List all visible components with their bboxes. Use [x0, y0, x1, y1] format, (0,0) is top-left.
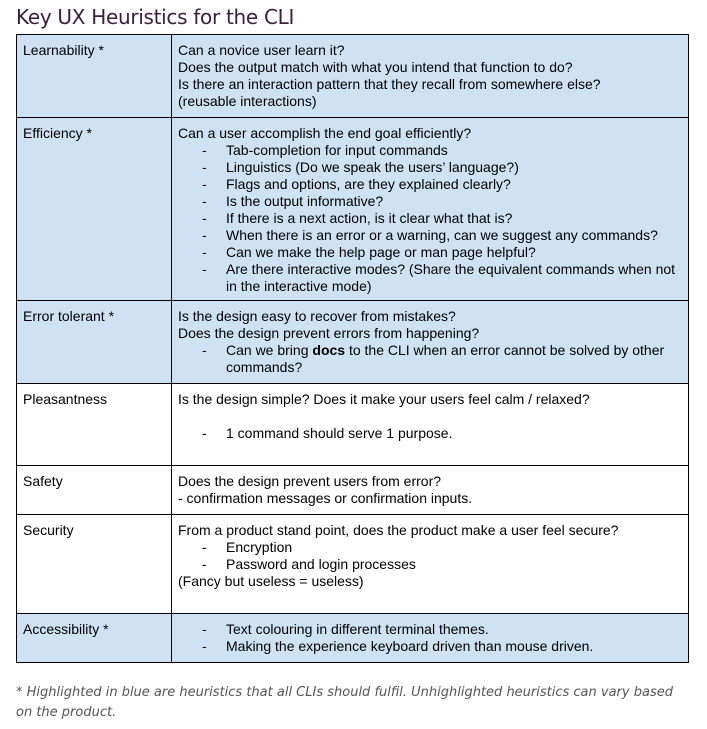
- table-row-accessibility: [17, 614, 689, 663]
- bullet-bold-text: docs: [312, 342, 346, 358]
- heuristic-description: [172, 466, 689, 515]
- heuristic-description: [172, 384, 689, 466]
- description-line: (Fancy but useless = useless): [178, 573, 364, 589]
- list-item: - Password and login processes: [178, 556, 682, 573]
- list-item: - If there is a next action, is it clear what that is?: [178, 210, 682, 227]
- description-line: Does the design prevent users from error?: [178, 473, 442, 489]
- list-item: - Is the output informative?: [178, 193, 682, 210]
- heuristic-name: Accessibility *: [17, 614, 172, 663]
- heuristic-name: Learnability *: [17, 35, 172, 118]
- bullet-list: [178, 621, 682, 655]
- page-title: Key UX Heuristics for the CLI: [16, 5, 295, 29]
- bullet-list: [178, 425, 682, 442]
- bullet-text: to the CLI when an error cannot be solved by other commands?: [226, 342, 665, 375]
- list-item: - Tab-completion for input commands: [178, 142, 682, 159]
- list-item: - Are there interactive modes? (Share the equivalent commands when not in the interactive mode): [178, 261, 682, 295]
- heuristics-table: [16, 34, 689, 663]
- description-line: Is the design simple? Does it make your users feel calm / relaxed?: [178, 391, 590, 407]
- description-line: Can a user accomplish the end goal efficiently?: [178, 125, 472, 141]
- heuristic-name: Pleasantness: [17, 384, 172, 466]
- bullet-list: [178, 342, 682, 376]
- list-item: - When there is an error or a warning, can we suggest any commands?: [178, 227, 682, 244]
- bullet-list: [178, 539, 682, 573]
- list-item: - Can we make the help page or man page helpful?: [178, 244, 682, 261]
- list-item: - Text colouring in different terminal themes.: [178, 621, 682, 638]
- heuristic-description: [172, 614, 689, 663]
- list-item: - Encryption: [178, 539, 682, 556]
- description-line: Is there an interaction pattern that they recall from somewhere else?: [178, 76, 601, 92]
- table-row-error-tolerant: [17, 301, 689, 384]
- description-line: Is the design easy to recover from mistakes?: [178, 308, 456, 324]
- heuristic-description: [172, 301, 689, 384]
- description-line: Can a novice user learn it?: [178, 42, 345, 58]
- list-item: - Making the experience keyboard driven than mouse driven.: [178, 638, 682, 655]
- heuristic-name: Safety: [17, 466, 172, 515]
- heuristic-description: [172, 118, 689, 301]
- description-line: Does the design prevent errors from happening?: [178, 325, 480, 341]
- description-line: From a product stand point, does the product make a user feel secure?: [178, 522, 619, 538]
- table-row-security: [17, 515, 689, 614]
- bullet-text: Can we bring: [226, 342, 313, 358]
- footnote: * Highlighted in blue are heuristics that all CLIs should fulfil. Unhighlighted heuristics can vary based on the product.: [16, 685, 673, 720]
- list-item: [178, 342, 682, 376]
- description-line: (reusable interactions): [178, 93, 317, 109]
- heuristic-description: [172, 515, 689, 614]
- description-line: - confirmation messages or confirmation inputs.: [178, 490, 473, 506]
- description-line: Does the output match with what you intend that function to do?: [178, 59, 573, 75]
- list-item: - 1 command should serve 1 purpose.: [178, 425, 682, 442]
- bullet-list: [178, 142, 682, 295]
- table-row-pleasantness: [17, 384, 689, 466]
- heuristic-name: Efficiency *: [17, 118, 172, 301]
- table-row-safety: [17, 466, 689, 515]
- table-row-efficiency: [17, 118, 689, 301]
- heuristic-name: Security: [17, 515, 172, 614]
- list-item: - Linguistics (Do we speak the users’ language?): [178, 159, 682, 176]
- list-item: - Flags and options, are they explained clearly?: [178, 176, 682, 193]
- table-row-learnability: [17, 35, 689, 118]
- heuristic-name: Error tolerant *: [17, 301, 172, 384]
- heuristic-description: [172, 35, 689, 118]
